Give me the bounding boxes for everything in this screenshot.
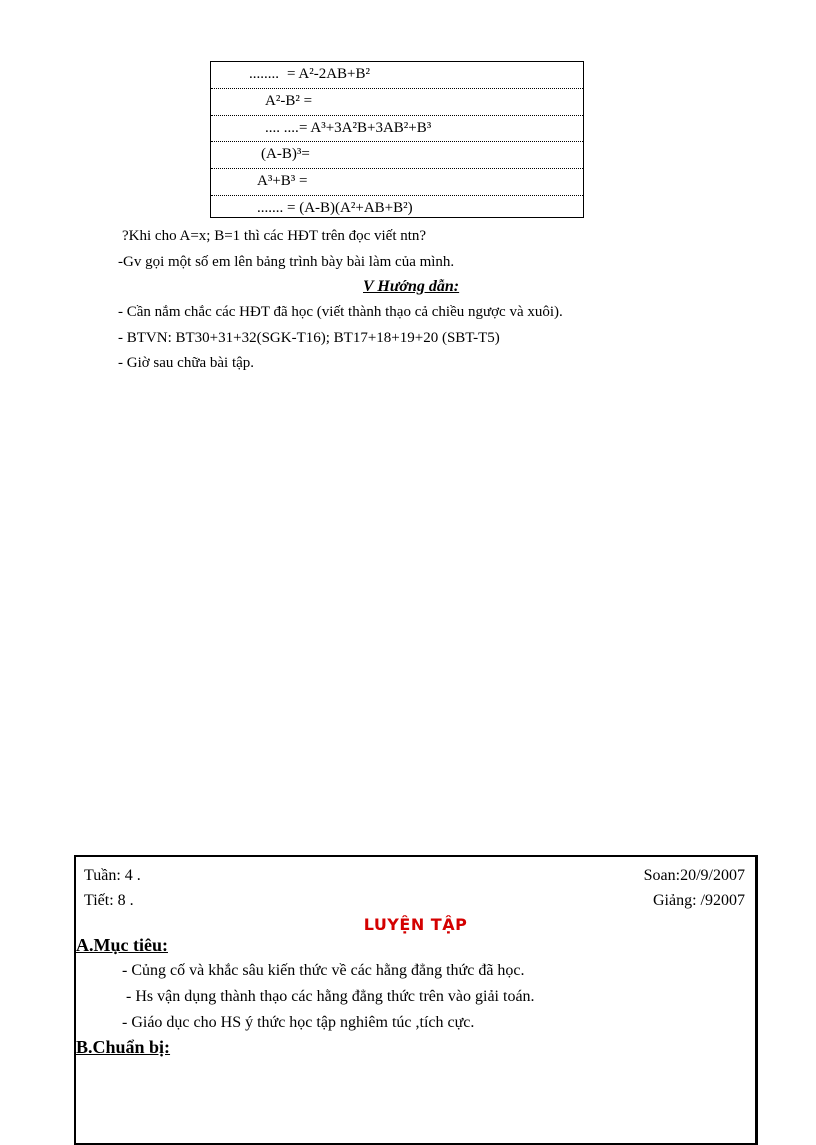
guide-heading: V Hướng dẫn:: [363, 278, 460, 295]
formula-text: A²-B² =: [265, 92, 313, 109]
period-label: Tiết: 8 .: [84, 892, 134, 909]
formula-row: [211, 116, 583, 143]
formula-lead: .... ....: [265, 119, 299, 136]
formula-text: = A²-2AB+B²: [287, 66, 371, 82]
formula-row: [211, 169, 583, 196]
formula-text: A³+B³ =: [257, 173, 308, 190]
lesson-title: LUYỆN TẬP: [363, 915, 468, 934]
compose-date: Soan:20/9/2007: [643, 867, 745, 884]
week-label: Tuần: 4 .: [84, 867, 141, 884]
formula-lead: ........: [249, 66, 279, 82]
guide-item: - BTVN: BT30+31+32(SGK-T16); BT17+18+19+20 (SBT-T5): [118, 330, 500, 346]
identity-formula-table: [210, 61, 584, 218]
teach-date: Giảng: /92007: [653, 892, 745, 909]
objective-item: - Giáo dục cho HS ý thức học tập nghiêm túc ,tích cực.: [122, 1014, 475, 1031]
guide-item: - Cần nắm chắc các HĐT đã học (viết thành thạo cả chiều ngược và xuôi).: [118, 304, 563, 320]
guide-item: - Giờ sau chữa bài tập.: [118, 355, 255, 371]
section-b-heading: B.Chuẩn bị:: [76, 1037, 171, 1057]
formula-text: = (A-B)(A²+AB+B²): [287, 199, 413, 216]
formula-row: [211, 142, 583, 169]
formula-lead: .......: [257, 199, 284, 216]
formula-row: [211, 89, 583, 116]
formula-text: (A-B)³=: [261, 146, 310, 163]
formula-text: = A³+3A²B+3AB²+B³: [299, 119, 432, 136]
formula-row: [211, 62, 583, 89]
objective-item: - Củng cố và khắc sâu kiến thức về các hằng đẳng thức đã học.: [122, 962, 525, 979]
teacher-note: -Gv gọi một số em lên bảng trình bày bài làm của mình.: [118, 254, 455, 270]
question-text: ?Khi cho A=x; B=1 thì các HĐT trên đọc viết ntn?: [122, 228, 427, 244]
lesson-plan-box: [74, 855, 758, 1145]
objective-item: - Hs vận dụng thành thạo các hằng đẳng thức trên vào giải toán.: [126, 988, 535, 1005]
section-a-heading: A.Mục tiêu:: [76, 935, 168, 955]
formula-row: [211, 196, 583, 222]
